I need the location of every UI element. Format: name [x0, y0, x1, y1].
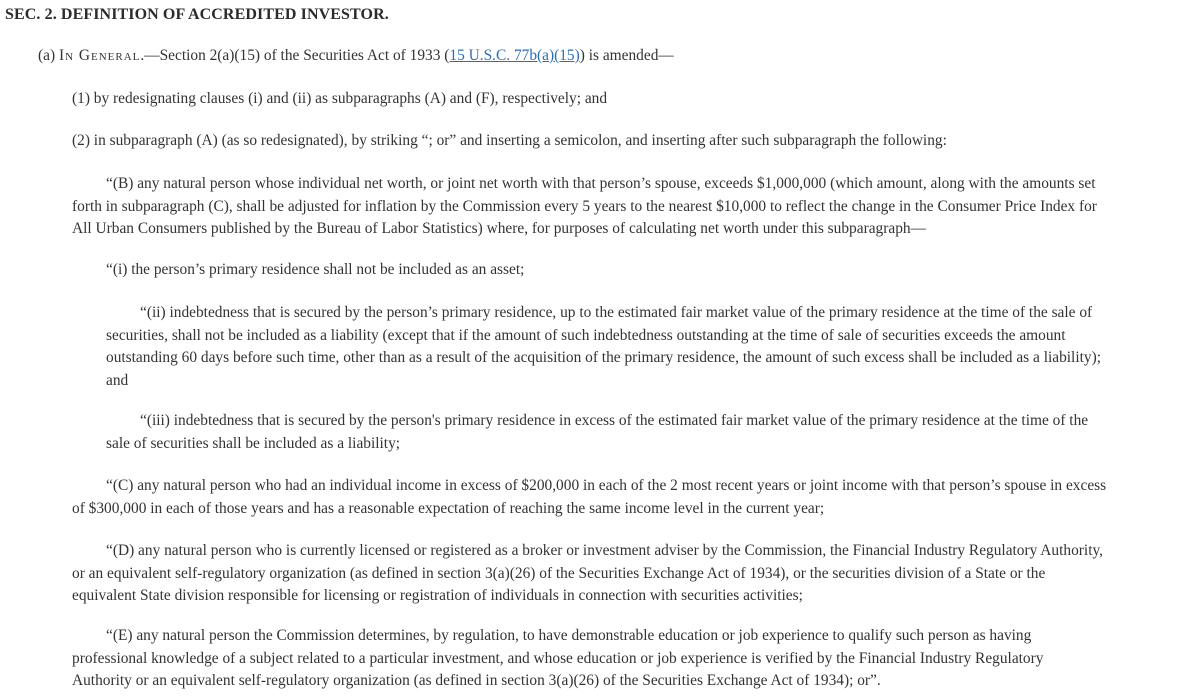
- subparagraph-b-line: All Urban Consumers published by the Bureau of Labor Statistics) where, for purposes of calculating net worth under this subparagraph—: [72, 220, 926, 237]
- paragraph-a-heading: In General: [58, 47, 141, 64]
- subparagraph-d-line: equivalent State division responsible for licensing or registration of individuals in connection with securities activities;: [72, 587, 803, 604]
- subparagraph-e: [72, 625, 1188, 693]
- subparagraph-b: [72, 173, 1188, 241]
- subparagraph-c: [72, 475, 1188, 520]
- subparagraph-e-line: Authority or an equivalent self-regulatory organization (as defined in section 3(a)(26) of the Securities Exchange Act of 1934); or”.: [72, 672, 881, 689]
- subparagraph-e-line: “(E) any natural person the Commission determines, by regulation, to have demonstrable education or job experience to qualify such person as having: [106, 627, 1032, 644]
- clause-iii-line: “(iii) indebtedness that is secured by the person's primary residence in excess of the estimated fair market value of the primary residence at the time of the: [140, 412, 1089, 429]
- paragraph-a-text: .—Section 2(a)(15) of the Securities Act of 1933 (: [140, 47, 450, 64]
- clause-iii: [106, 410, 1190, 455]
- subparagraph-b-line: forth in subparagraph (C), shall be adjusted for inflation by the Commission every 5 years to the nearest $10,000 to reflect the change in the Consumer Price Index for: [72, 197, 1097, 215]
- paragraph-a: [38, 45, 674, 68]
- paragraph-a-text-end: ) is amended—: [579, 47, 674, 64]
- clause-1: (1) by redesignating clauses (i) and (ii) as subparagraphs (A) and (F), respectively; and: [72, 90, 608, 107]
- subparagraph-d-line: or an equivalent self-regulatory organization (as defined in section 3(a)(26) of the Securities Exchange Act of 1934), or the securities division of a State or the: [72, 564, 1046, 582]
- clause-ii-line: outstanding 60 days before such time, other than as a result of the acquisition of the primary residence, the amount of such excess shall be included as a liability);: [106, 349, 1101, 366]
- subparagraph-c-line: of $300,000 in each of those years and has a reasonable expectation of reaching the same income level in the current year;: [72, 499, 825, 517]
- subparagraph-e-line: professional knowledge of a subject related to a particular investment, and whose education or job experience is verified by the Financial Industry Regulatory: [72, 649, 1044, 667]
- clause-ii-line: securities, shall not be included as a liability (except that if the amount of such indebtedness outstanding at the time of sale of securities exceeds the amount: [106, 326, 1066, 344]
- subparagraph-d-line: “(D) any natural person who is currently licensed or registered as a broker or investment adviser by the Commission, the Financial Industry Regulatory Authority,: [106, 542, 1104, 559]
- subparagraph-d: [72, 540, 1188, 608]
- usc-citation-link[interactable]: 15 U.S.C. 77b(a)(15): [449, 47, 580, 64]
- subparagraph-b-line: “(B) any natural person whose individual net worth, or joint net worth with that person’s spouse, exceeds $1,000,000 (which amount, along with the amounts set: [106, 175, 1096, 192]
- clause-ii-line: and: [106, 371, 129, 389]
- clause-ii: [106, 302, 1190, 392]
- paragraph-a-label: (a): [38, 47, 59, 64]
- clause-iii-line: sale of securities shall be included as a liability;: [106, 434, 401, 452]
- clause-i: “(i) the person’s primary residence shall not be included as an asset;: [106, 261, 525, 278]
- section-heading: SEC. 2. DEFINITION OF ACCREDITED INVESTOR.: [5, 6, 389, 23]
- clause-2: (2) in subparagraph (A) (as so redesignated), by striking “; or” and inserting a semicolon, and inserting after such subparagraph the following:: [72, 132, 947, 149]
- subparagraph-c-line: “(C) any natural person who had an individual income in excess of $200,000 in each of the 2 most recent years or joint income with that person’s spouse in excess: [106, 477, 1107, 494]
- clause-ii-line: “(ii) indebtedness that is secured by the person’s primary residence, up to the estimated fair market value of the primary residence at the time of the sale of: [140, 304, 1093, 321]
